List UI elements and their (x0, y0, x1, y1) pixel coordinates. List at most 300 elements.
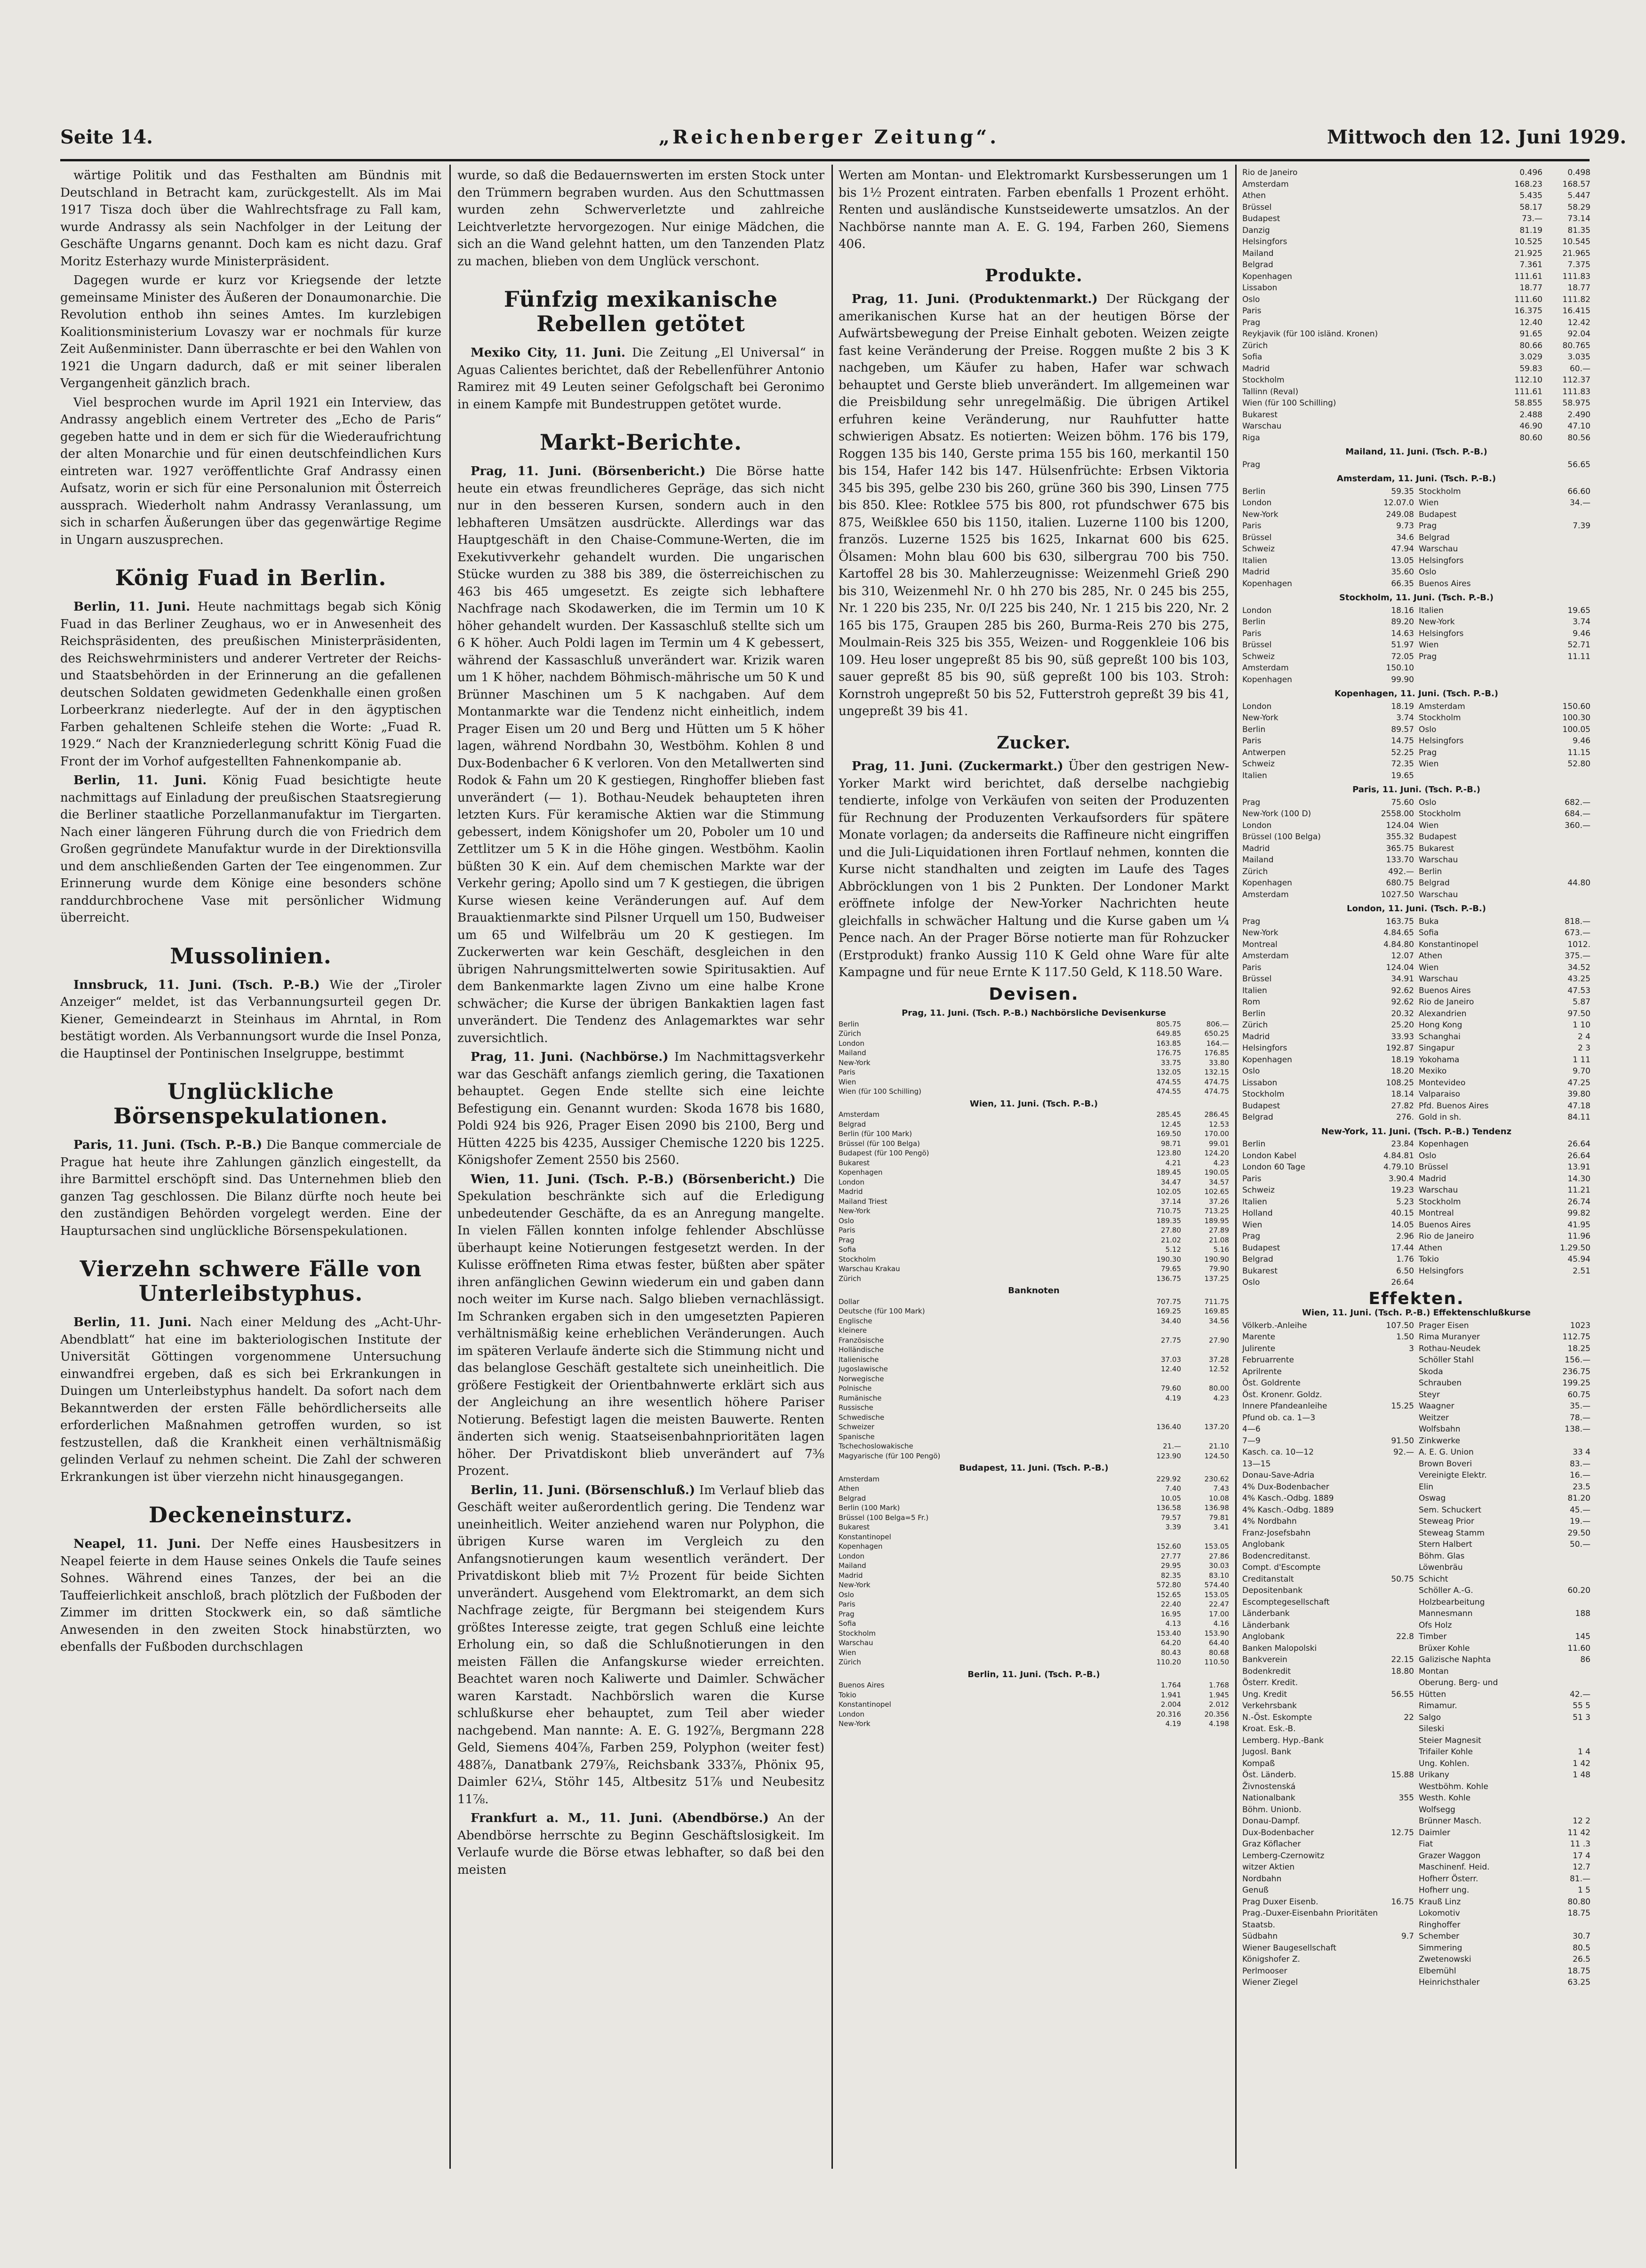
rate-pair-left (1242, 1185, 1419, 1196)
rate-value: 12.07.0 (1383, 498, 1414, 508)
table-row (1242, 1539, 1590, 1551)
currency-name: Steweag Prior (1419, 1517, 1474, 1526)
table-row (1242, 1138, 1590, 1150)
rate-pair-left (1242, 509, 1419, 521)
rate-pair-right (1419, 566, 1590, 578)
rate-pair-right (1419, 1231, 1590, 1242)
currency-name: Stockholm (1419, 713, 1461, 723)
rate-values (1143, 1413, 1229, 1423)
currency-name: Paris (1242, 306, 1262, 316)
rate-pair-left (1242, 820, 1419, 832)
currency-name: Italien (1419, 605, 1444, 615)
rate-pair-left (1242, 486, 1419, 498)
rate-pair-right (1419, 509, 1590, 521)
rate-geld: 12.40 (1519, 318, 1542, 327)
table-row (1242, 509, 1590, 521)
rate-geld: 102.05 (1156, 1187, 1181, 1196)
currency-name: Paris (1242, 1174, 1262, 1184)
rate-values (1143, 1719, 1229, 1729)
table-row (1242, 1850, 1590, 1862)
rate-pair-left (1242, 1746, 1419, 1758)
currency-name: Rima Muranyer (1419, 1332, 1480, 1342)
currency-name: Italienische (839, 1355, 879, 1364)
rate-pair-left (1242, 747, 1419, 759)
rate-values (1143, 1384, 1229, 1393)
table-row (1242, 1320, 1590, 1332)
rate-geld: 1.941 (1161, 1690, 1181, 1699)
table-row (839, 1039, 1229, 1049)
rate-ware: 474.75 (1204, 1087, 1229, 1096)
rate-value: 18.75 (1567, 1909, 1590, 1918)
currency-name: Belgrad (1419, 878, 1450, 888)
rate-pair-right (1419, 1112, 1590, 1123)
rate-value: 92.— (1393, 1448, 1414, 1457)
table-row (1242, 808, 1590, 820)
currency-name: Oslo (1242, 294, 1260, 304)
masthead-title: „Reichenberger Zeitung“. (659, 126, 999, 148)
rate-pair-left (1242, 758, 1419, 770)
article-text: Die Börse hatte heute ein etwas freundlicheres Gepräge, das sich nicht nur in den besseren Kursen, sondern auch in den lebhafteren Umsätzen ausdrückte. Allerdings war das Hauptgeschäft in den Chaise-Commune-Werten, die im Exekutivverkehr gehandelt wurden. Die ungarischen Stücke wurden zu 388 bis 389, die österreichischen zu 463 bis 465 umgesetzt. Es zeigte sich lebhaftere Nachfrage nach Skodawerken, die im Termin um 10 K höher gehandelt wurden. Der Kassaschluß stellte sich um 6 K höher. Auch Poldi lagen im Termin um 4 K gebessert, während der Kassaschluß unverändert war. Krizik waren um 1 K höher, nachdem Böhmisch-mährische um 50 K und Brünner Maschinen um 5 K nachgaben. Auf dem Montanmarkte war die Tendenz nicht einheitlich, indem Prager Eisen um 20 und Berg und Hütten um 5 K höher lagen, während Nordbahn 30, Westböhm. Kohlen 8 und Dux-Bodenbacher 6 K verloren. Von den Metallwerten sind Rodok & Fahn um 20 K gestiegen, Ringhoffer blieben fast unverändert (— 1). Bothau-Neudek behaupteten ihren letzten Kurs. Für keramische Aktien war die Stimmung gebessert, indem Königshofer um 20, Poboler um 10 und Zettlitzer um 5 K in die Höhe gingen. Westböhm. Kaolin büßten 30 K ein. Auf dem chemischen Markte war der Verkehr gering; Apollo sind um 7 K gestiegen, die übrigen Kurse wiesen keine Veränderungen auf. Auf dem Brauaktienmarkte sind Pilsner Urquell um 150, Budweiser um 65 und Wilfelbräu um 20 K gestiegen. Im Zuckerwerten war kein Geschäft, desgleichen in den übrigen Nahrungsmittelwerten sowie Spiritusaktien. Auf dem Bankenmarkte lagen Zivno um eine halbe Krone schwächer; die Kurse der übrigen Bankaktien lagen fast unverändert. Die Tendenz des Anlagemarktes war sehr zuversichtlich. (457, 464, 824, 1045)
rate-value: 34.91 (1391, 974, 1414, 984)
table-row (1242, 605, 1590, 617)
rate-geld: 79.65 (1161, 1265, 1181, 1273)
table-row (1242, 916, 1590, 928)
rate-pair-right (1419, 1712, 1590, 1724)
currency-name: Nordbahn (1242, 1874, 1282, 1884)
currency-name: Österr. Kredit. (1242, 1678, 1298, 1687)
rate-value: 375.— (1565, 951, 1590, 961)
rate-geld: 4.21 (1165, 1158, 1181, 1167)
rate-pair-left (1242, 1231, 1419, 1242)
table-row (1242, 1689, 1590, 1701)
rate-ware: 27.90 (1209, 1336, 1229, 1345)
currency-name: Ung. Kredit (1242, 1689, 1287, 1699)
currency-name: Ofs Holz (1419, 1620, 1452, 1630)
currency-name: Madrid (1419, 1174, 1446, 1184)
currency-name: Athen (839, 1484, 860, 1493)
currency-name: Stockholm (1419, 486, 1461, 496)
rate-value: 75.60 (1391, 797, 1414, 807)
table-row (839, 1187, 1229, 1197)
currency-name: Berlin (1419, 867, 1442, 876)
rate-value: 18.19 (1391, 1055, 1414, 1065)
rate-geld: 707.75 (1156, 1297, 1181, 1306)
rate-value: 84.11 (1567, 1113, 1590, 1122)
rate-geld: 79.60 (1161, 1384, 1181, 1393)
currency-name: Brüssel (1419, 1162, 1448, 1172)
currency-name: Brüssel (für 100 Belga) (839, 1139, 920, 1148)
currency-name: Oberung. Berg- und (1419, 1678, 1498, 1687)
currency-name: Zürich (1242, 341, 1268, 350)
rate-pair-right (1419, 605, 1590, 617)
rate-value: 34.— (1569, 498, 1590, 508)
table-row (839, 1345, 1229, 1355)
currency-name: Prag (1242, 318, 1261, 327)
table-row (1242, 1254, 1590, 1265)
rate-pair-right (1419, 820, 1590, 832)
table-row (1242, 543, 1590, 555)
rate-value: 72.35 (1391, 759, 1414, 769)
dateline: Prag, 11. Juni. (Nachbörse.) (471, 1050, 669, 1064)
rate-pair-left (1242, 1966, 1419, 1977)
table-row (1242, 1447, 1590, 1458)
rate-pair-right (1419, 1528, 1590, 1539)
rate-geld: 16.95 (1161, 1609, 1181, 1618)
table-row (839, 1494, 1229, 1504)
rate-value: 30.7 (1573, 1932, 1590, 1941)
rate-geld: 474.55 (1156, 1077, 1181, 1086)
rate-pair-left (1242, 1585, 1419, 1597)
currency-name: Julirente (1242, 1344, 1276, 1353)
rate-ware: 3.41 (1213, 1523, 1229, 1531)
rate-value: 26.64 (1567, 1139, 1590, 1149)
currency-name: Wien (1419, 963, 1439, 972)
rate-values (1143, 1139, 1229, 1149)
table-row (1242, 1516, 1590, 1528)
rate-ware: 83.10 (1209, 1571, 1229, 1580)
rate-pair-left (1242, 808, 1419, 820)
rate-value: 156.— (1565, 1355, 1590, 1365)
article-paragraph (839, 291, 1229, 720)
currency-name: Zürich (1242, 867, 1268, 876)
currency-name: Grazer Waggon (1419, 1851, 1481, 1861)
column-rule (449, 165, 451, 2169)
table-row (1242, 213, 1590, 225)
table-row (1242, 662, 1590, 674)
rate-ware: 112.37 (1562, 375, 1590, 385)
table-row (1242, 1242, 1590, 1254)
rate-ware: 80.00 (1209, 1384, 1229, 1393)
rate-pair-right (1419, 916, 1590, 928)
rate-geld: 190.30 (1156, 1255, 1181, 1264)
currency-name: Anglobank (1242, 1632, 1285, 1641)
currency-name: Magyarische (für 100 Pengö) (839, 1451, 941, 1460)
rate-value: 99.82 (1567, 1209, 1590, 1218)
currency-name: Aprilrente (1242, 1367, 1282, 1377)
table-row (1242, 735, 1590, 747)
currency-name: Stern Halbert (1419, 1540, 1472, 1549)
currency-name: Escomptegesellschaft (1242, 1597, 1330, 1607)
table-row (1242, 1574, 1590, 1585)
rate-value: 14.05 (1391, 1220, 1414, 1230)
currency-name: Schweiz (1242, 544, 1275, 554)
rate-pair-right (1419, 1493, 1590, 1504)
currency-name: Schember (1419, 1932, 1460, 1941)
table-row (839, 1393, 1229, 1403)
rate-pair-left (1242, 996, 1419, 1008)
rate-geld (1143, 1345, 1181, 1355)
rate-pair-right (1419, 1054, 1590, 1066)
table-row (839, 1110, 1229, 1120)
rate-values (1505, 259, 1590, 271)
headline-unterleibstyphus: Vierzehn schwere Fälle von Unterleibstyphus. (80, 1256, 422, 1306)
rate-geld: 37.03 (1161, 1355, 1181, 1364)
rate-value: 19.— (1569, 1517, 1590, 1526)
rate-pair-left (1242, 1208, 1419, 1219)
currency-name: Brüssel (1242, 202, 1272, 212)
rate-ware: 16.415 (1562, 306, 1590, 316)
rate-pair-right (1419, 1019, 1590, 1031)
table-row (1242, 374, 1590, 386)
rate-pair-left (1242, 1219, 1419, 1231)
currency-name: Prag (839, 1235, 855, 1244)
rate-geld: 5.435 (1519, 191, 1542, 200)
rate-pair-right (1419, 1077, 1590, 1089)
table-row (1242, 996, 1590, 1008)
table-row (1242, 1077, 1590, 1089)
currency-name: Fiat (1419, 1839, 1433, 1849)
currency-name: Belgrad (1242, 1255, 1273, 1264)
rate-value: 355.32 (1386, 832, 1414, 842)
rate-pair-right (1419, 1758, 1590, 1770)
rate-value: 78.— (1569, 1413, 1590, 1423)
currency-name: Urikany (1419, 1770, 1449, 1780)
article-text: Der Neffe eines Hausbesitzers in Neapel feierte in dem Hause seines Onkels die Taufe seines Sohnes. Während eines Tanzes, der bei an die Tauffeierlichkeit anschloß, brach plötzlich der Fußboden der Zimmer im dritten Stockwerk ein, so daß sämtliche Anwesenden in den zweiten Stock hinabstürzten, wo ebenfalls der Fußboden durchschlagen (60, 1537, 441, 1654)
rate-value: 3.90.4 (1388, 1174, 1414, 1184)
rate-pair-left (1242, 1804, 1419, 1816)
table-row (1242, 797, 1590, 809)
currency-name: Schöller Stahl (1419, 1355, 1474, 1365)
rate-value: 5.23 (1396, 1197, 1414, 1207)
currency-name: Franz-Josefsbahn (1242, 1528, 1311, 1538)
currency-name: Berlin (839, 1019, 859, 1028)
rate-pair-left (1242, 520, 1419, 532)
rate-value: 1.29.50 (1560, 1243, 1590, 1253)
rate-value: 89.20 (1391, 617, 1414, 627)
rate-geld: 64.20 (1161, 1639, 1181, 1647)
rate-pair-left (1242, 1723, 1419, 1735)
currency-name: Oslo (839, 1590, 854, 1599)
table-title: Mailand, 11. Juni. (Tsch. P.-B.) (1345, 447, 1487, 457)
rate-ware: 136.98 (1204, 1504, 1229, 1512)
currency-name: New-York (1242, 713, 1278, 723)
rate-value: 80.80 (1567, 1897, 1590, 1907)
table-row (1242, 1173, 1590, 1185)
table-row (1242, 701, 1590, 713)
table-row (839, 1600, 1229, 1609)
currency-name: Italien (1242, 986, 1267, 995)
rate-pair-left (1242, 1827, 1419, 1839)
rate-pair-right (1419, 555, 1590, 567)
currency-name: Brüssel (100 Belga=5 Fr.) (839, 1513, 929, 1522)
rate-ware: 4.198 (1209, 1719, 1229, 1728)
table-row (1242, 1758, 1590, 1770)
rate-pair-right (1419, 1138, 1590, 1150)
rate-value: 13.91 (1567, 1162, 1590, 1172)
rate-pair-left (1242, 1551, 1419, 1562)
currency-name: Wien (1419, 498, 1439, 508)
currency-name: Vereinigte Elektr. (1419, 1471, 1487, 1480)
rate-pair-right (1419, 939, 1590, 951)
rate-pair-right (1419, 1481, 1590, 1493)
rate-pair-left (1242, 1954, 1419, 1966)
rate-values (1143, 1336, 1229, 1345)
table-row (1242, 459, 1590, 471)
rate-geld: 27.80 (1161, 1226, 1181, 1234)
table-row (839, 1087, 1229, 1097)
headline-rebellen: Fünfzig mexikanische Rebellen getötet (503, 286, 778, 336)
rate-value: 492.— (1388, 867, 1414, 876)
rate-pair-right (1419, 1219, 1590, 1231)
table-row (1242, 1458, 1590, 1470)
rate-ware: 79.90 (1209, 1265, 1229, 1273)
rate-ware: 111.83 (1562, 271, 1590, 281)
rate-ware: 2.490 (1567, 410, 1590, 420)
rate-geld: 58.17 (1519, 202, 1542, 212)
rate-pair-left (1242, 1896, 1419, 1908)
currency-name: Stockholm (839, 1255, 876, 1264)
currency-name: 4—6 (1242, 1424, 1261, 1434)
table-row (1242, 1723, 1590, 1735)
rate-pair-left (1242, 950, 1419, 962)
rate-value: 47.18 (1567, 1101, 1590, 1111)
table-row (1242, 167, 1590, 179)
table-row (839, 1029, 1229, 1039)
rate-geld: 98.71 (1161, 1139, 1181, 1148)
currency-name: Sofia (839, 1245, 856, 1254)
rate-geld: 29.95 (1161, 1561, 1181, 1570)
rate-pair-right (1419, 1196, 1590, 1208)
rate-geld: 111.61 (1514, 271, 1542, 281)
currency-name: Pfund ob. ca. 1—3 (1242, 1413, 1316, 1423)
rate-value: 45.— (1569, 1505, 1590, 1515)
rate-ware: 102.65 (1204, 1187, 1229, 1196)
rate-pair-left (1242, 916, 1419, 928)
section-produkte: Produkte. (985, 265, 1083, 286)
rate-value: 682.— (1565, 797, 1590, 807)
rate-pair-right (1419, 1331, 1590, 1343)
rate-values (1505, 305, 1590, 317)
table-row (839, 1710, 1229, 1719)
article-paragraph: Dagegen wurde er kurz vor Kriegsende der letzte gemeinsame Minister des Äußeren der Donaumonarchie. Die Revolution enthob ihn seines Amtes. Im kurzlebigen Koalitionsministerium Lovaszy war er nochmals für kurze Zeit Außenminister. Dann überraschte er bei den Wahlen von 1921 die Ungarn dadurch, daß er mit seiner liberalen Vergangenheit gänzlich brach. (60, 273, 441, 390)
rate-values (1143, 1226, 1229, 1235)
article-paragraph (457, 1049, 824, 1169)
currency-name: Creditanstalt (1242, 1574, 1294, 1584)
rate-ware: 137.25 (1204, 1274, 1229, 1283)
table-row (1242, 1277, 1590, 1289)
table-row (1242, 1643, 1590, 1655)
currency-name: Compt. d'Escompte (1242, 1563, 1321, 1572)
rate-values (1143, 1451, 1229, 1461)
rate-values (1505, 351, 1590, 363)
rate-pair-right (1419, 1366, 1590, 1378)
section-effekten: Effekten. (1368, 1289, 1464, 1308)
rate-pair-left (1242, 1620, 1419, 1631)
table-row (1242, 294, 1590, 306)
rate-value: 92.62 (1391, 986, 1414, 995)
column-4-rates (1242, 167, 1590, 2166)
article-paragraph: Werten am Montan- und Elektromarkt Kursbesserungen um 1 bis 1½ Prozent eintraten. Farben ebenfalls 1 Prozent erhöht. Renten und ausländische Kunstseidewerte umsatzlos. An der Nachbörse nannte man A. E. G. 194, Farben 260, Siemens 406. (839, 168, 1229, 251)
rate-pair-left (1242, 1150, 1419, 1162)
currency-name: Ringhoffer (1419, 1920, 1461, 1930)
rate-ware: 153.90 (1204, 1629, 1229, 1638)
rate-value: 51 3 (1573, 1712, 1590, 1722)
rate-ware: 21.10 (1209, 1442, 1229, 1450)
currency-name: Löwenbräu (1419, 1563, 1463, 1572)
currency-name: Zinkwerke (1419, 1436, 1461, 1446)
table-row (1242, 1354, 1590, 1366)
table-row (1242, 1424, 1590, 1435)
rate-pair-left (1242, 662, 1419, 674)
rate-pair-left (1242, 831, 1419, 843)
rate-pair-right (1419, 1977, 1590, 1989)
rate-pair-left (1242, 1242, 1419, 1254)
rate-pair-right (1419, 1746, 1590, 1758)
rate-pair-left (1242, 605, 1419, 617)
rate-pair-right (1419, 1208, 1590, 1219)
rate-value: 17 4 (1573, 1851, 1590, 1861)
table-row (1242, 973, 1590, 985)
rate-pair-left (1242, 1447, 1419, 1458)
rate-geld: 123.90 (1156, 1451, 1181, 1460)
currency-name: Holzbearbeitung (1419, 1597, 1485, 1607)
rate-values (1143, 1609, 1229, 1619)
dateline: Mexiko City, 11. Juni. (471, 346, 626, 360)
rate-pair-left (1242, 889, 1419, 901)
rate-geld: 18.77 (1519, 283, 1542, 293)
dateline: Prag, 11. Juni. (Börsenbericht.) (471, 464, 706, 478)
currency-name: Warschau (839, 1639, 873, 1647)
rate-ware: 230.62 (1204, 1474, 1229, 1483)
rate-geld: 169.50 (1156, 1130, 1181, 1138)
rate-pair-left (1242, 1931, 1419, 1942)
table-row (1242, 651, 1590, 663)
rate-pair-left (1242, 1401, 1419, 1412)
currency-name: Valparaiso (1419, 1090, 1461, 1099)
rate-values (1553, 459, 1590, 471)
currency-name: Madrid (839, 1571, 863, 1580)
rate-value: 33 4 (1573, 1448, 1590, 1457)
rate-ware: 73.14 (1567, 214, 1590, 223)
column-3 (839, 167, 1229, 2166)
rate-pair-right (1419, 1931, 1590, 1942)
rate-ware: 64.40 (1209, 1639, 1229, 1647)
currency-name: Montevideo (1419, 1078, 1466, 1088)
rate-values (1143, 1019, 1229, 1029)
headline-boersenspekulationen: Unglückliche Börsenspekulationen. (113, 1079, 388, 1129)
section-devisen: Devisen. (989, 984, 1079, 1004)
currency-name: Wolfsegg (1419, 1805, 1455, 1814)
rate-value: 108.25 (1386, 1078, 1414, 1088)
currency-name: Madrid (1242, 567, 1270, 577)
rate-values (1143, 1690, 1229, 1700)
currency-name: Staatsb. (1242, 1920, 1276, 1930)
currency-name: Bukarest (839, 1523, 870, 1531)
rate-pair-right (1419, 758, 1590, 770)
rate-geld: 4.13 (1165, 1619, 1181, 1628)
rate-geld: 112.10 (1514, 375, 1542, 385)
rate-value: 124.04 (1386, 963, 1414, 972)
rate-ware: 99.01 (1209, 1139, 1229, 1148)
rate-pair-left (1242, 1574, 1419, 1585)
rate-geld: 12.45 (1161, 1120, 1181, 1129)
rate-values (1143, 1264, 1229, 1274)
rate-geld: 111.61 (1514, 387, 1542, 397)
rate-geld: 5.12 (1165, 1245, 1181, 1254)
rate-values (1505, 386, 1590, 398)
headline-mussolinien: Mussolinien. (170, 943, 332, 969)
currency-name: Salgo (1419, 1712, 1441, 1722)
rate-ware (1191, 1532, 1229, 1542)
currency-name: Donau-Dampf. (1242, 1816, 1300, 1826)
currency-name: Lissabon (1242, 283, 1278, 293)
dateline: Berlin, 11. Juni. (73, 773, 207, 788)
currency-name: Buenos Aires (1419, 1220, 1471, 1230)
rate-value: 6.50 (1396, 1266, 1414, 1276)
table-row (839, 1274, 1229, 1284)
rate-value: 9.46 (1573, 736, 1590, 746)
currency-name: Madrid (1242, 364, 1270, 374)
